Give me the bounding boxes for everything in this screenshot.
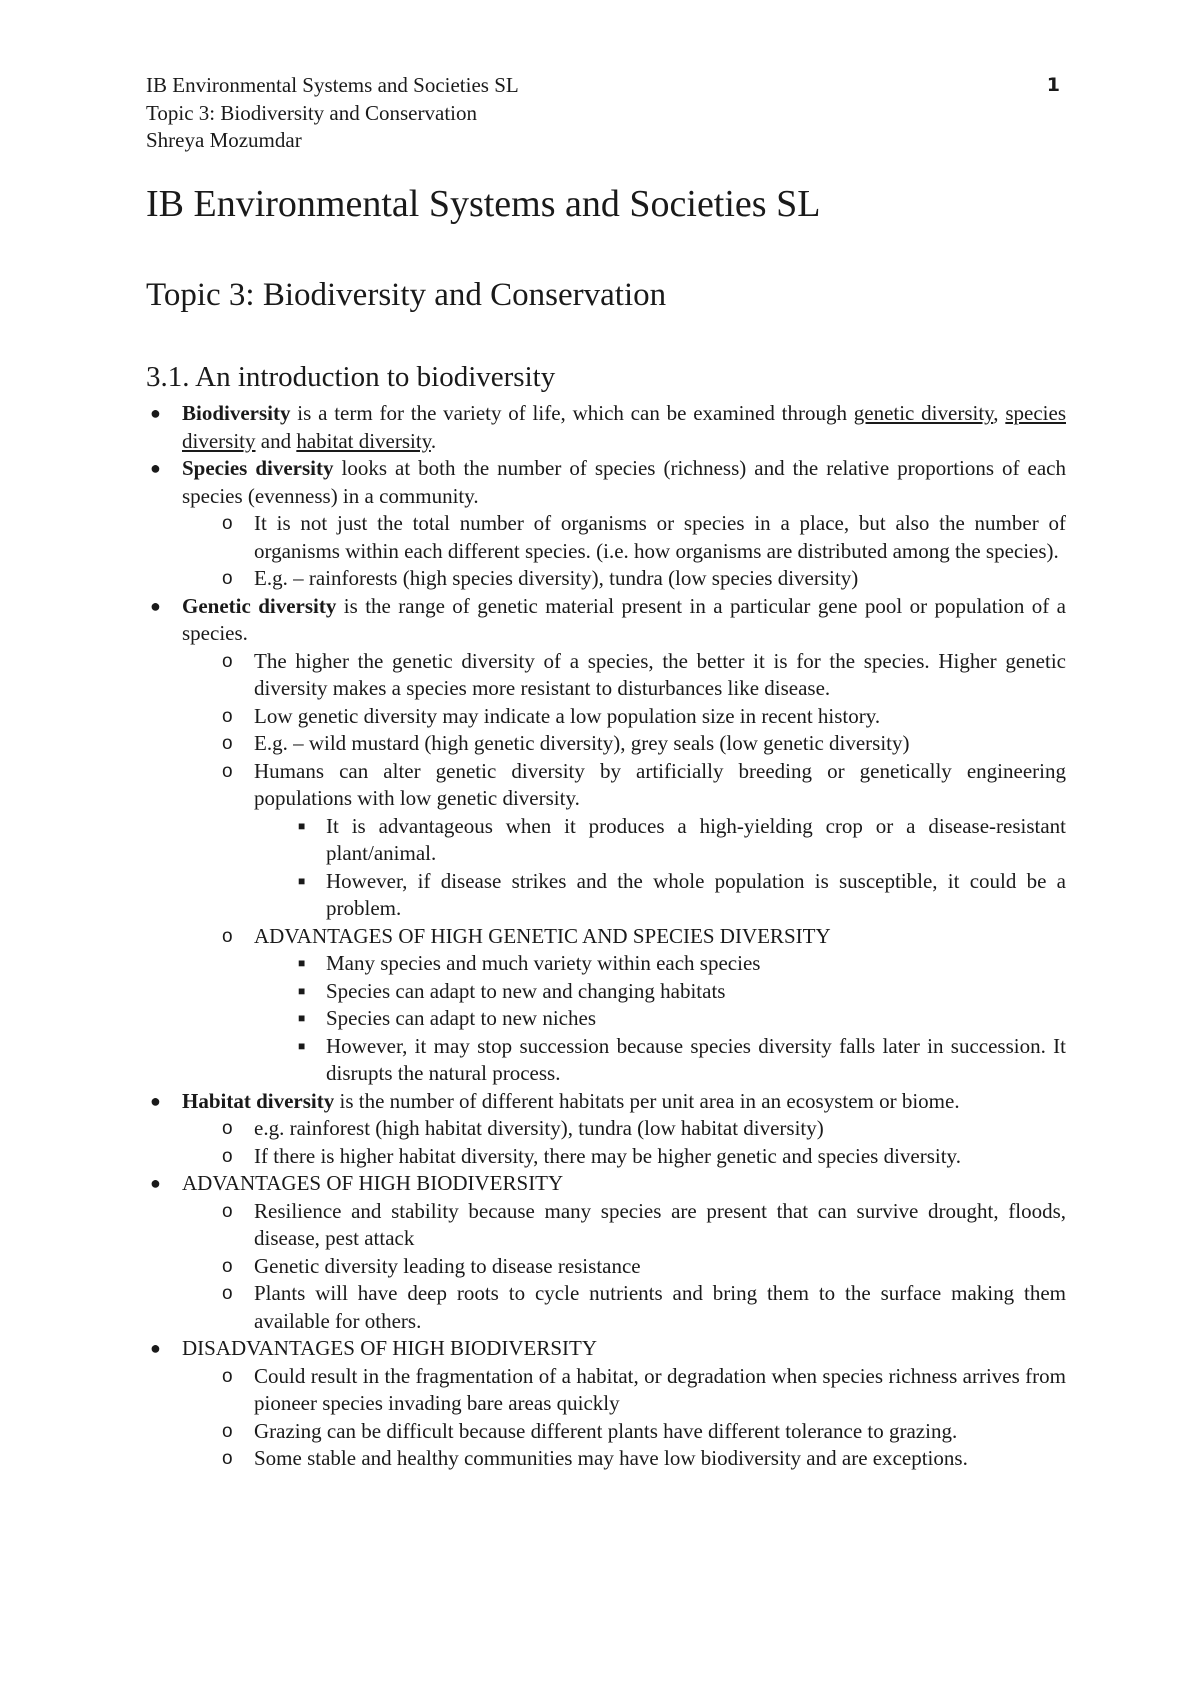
- sub-item: [218, 1143, 1066, 1171]
- header-author: Shreya Mozumdar: [146, 128, 302, 152]
- sub-marker: o: [222, 1145, 233, 1167]
- disadvantages-heading: DISADVANTAGES OF HIGH BIODIVERSITY: [182, 1336, 598, 1360]
- sub-item: [218, 565, 1066, 593]
- sub-item: [218, 1445, 1066, 1473]
- bullet-marker: ●: [150, 403, 161, 423]
- sub-item: [218, 730, 1066, 758]
- bullet-species-diversity: [146, 455, 1066, 593]
- sub-marker: o: [222, 1448, 233, 1469]
- sub-marker: o: [222, 760, 233, 782]
- sub-list: [218, 1198, 1066, 1336]
- square-marker: ■: [298, 983, 306, 998]
- sub-list: [218, 1363, 1066, 1473]
- page-header: [146, 72, 1066, 155]
- bullet-advantages: [146, 1170, 1066, 1335]
- sub-sub-item: [290, 1033, 1066, 1088]
- sub-item-text: The higher the genetic diversity of a species, the better it is for the species. Higher genetic diversity makes a species more resistant to disturbances like disease.: [254, 648, 1066, 700]
- bullet-end: .: [430, 428, 437, 453]
- sub-item: [218, 703, 1066, 731]
- sub-sub-list: [290, 950, 1066, 1088]
- term-species-diversity: Species diversity: [182, 456, 334, 480]
- bullet-marker: ●: [150, 1090, 161, 1111]
- habitat-diversity-text: habitat diversity: [296, 428, 431, 453]
- sub-marker: o: [222, 1200, 233, 1222]
- sub-item-text: ADVANTAGES OF HIGH GENETIC AND SPECIES DIVERSITY: [254, 923, 831, 948]
- sub-sub-item: [290, 868, 1066, 923]
- section-heading: 3.1. An introduction to biodiversity: [146, 361, 556, 393]
- sub-marker: o: [222, 513, 233, 534]
- notes-content: [146, 400, 1066, 1473]
- sub-item-text: Plants will have deep roots to cycle nutrients and bring them to the surface making them available for others.: [254, 1281, 1066, 1333]
- square-marker: ■: [298, 956, 306, 970]
- bullet-biodiversity: [146, 400, 1066, 455]
- sub-item-text: Some stable and healthy communities may have low biodiversity and are exceptions.: [254, 1446, 968, 1470]
- separator-text: and: [255, 428, 297, 453]
- sub-item: [218, 1418, 1066, 1446]
- sub-item-text: e.g. rainforest (high habitat diversity), tundra (low habitat diversity): [254, 1116, 824, 1140]
- sub-item: [218, 923, 1066, 1088]
- sub-marker: o: [222, 1283, 233, 1304]
- square-marker: ■: [298, 873, 306, 888]
- sub-sub-item: [290, 813, 1066, 868]
- sub-marker: o: [222, 1420, 233, 1442]
- bullet-text: is a term for the variety of life, which can be examined through: [290, 401, 854, 425]
- sub-item: [218, 1280, 1066, 1335]
- sub-list: [218, 510, 1066, 593]
- sub-sub-item-text: Species can adapt to new and changing habitats: [326, 978, 726, 1003]
- sub-marker: o: [222, 733, 233, 754]
- bullet-disadvantages: [146, 1335, 1066, 1473]
- sub-sub-item-text: Species can adapt to new niches: [326, 1006, 596, 1030]
- sub-item-text: Low genetic diversity may indicate a low population size in recent history.: [254, 703, 881, 728]
- sub-sub-item-text: However, it may stop succession because species diversity falls later in succession. It disrupts the natural process.: [326, 1033, 1066, 1085]
- term-habitat-diversity: Habitat diversity: [182, 1088, 335, 1113]
- document-title: IB Environmental Systems and Societies SL: [146, 183, 821, 225]
- header-course: IB Environmental Systems and Societies SL: [146, 73, 519, 97]
- square-marker: ■: [298, 1011, 306, 1025]
- bullet-marker: ●: [150, 1173, 161, 1193]
- page-number: 1: [1046, 74, 1060, 96]
- genetic-diversity-text: genetic diversity: [853, 401, 994, 425]
- bullet-text: is the range of genetic material present in a particular gene pool or population of a species.: [182, 593, 1066, 645]
- sub-item-text: Humans can alter genetic diversity by artificially breeding or genetically engineering populations with low genetic diversity.: [254, 758, 1066, 810]
- term-genetic-diversity: Genetic diversity: [182, 593, 337, 618]
- sub-item-text: Grazing can be difficult because different plants have different tolerance to grazing.: [254, 1418, 958, 1443]
- separator-text: ,: [993, 401, 1006, 425]
- sub-sub-item: [290, 950, 1066, 978]
- sub-item-text: It is not just the total number of organisms or species in a place, but also the number of organisms within each different species. (i.e. how organisms are distributed among the species).: [254, 511, 1066, 563]
- sub-item: [218, 1198, 1066, 1253]
- sub-sub-item-text: Many species and much variety within each species: [326, 951, 761, 975]
- term-biodiversity: Biodiversity: [182, 401, 291, 425]
- bullet-marker: ●: [150, 458, 161, 478]
- sub-sub-list: [290, 813, 1066, 923]
- sub-sub-item-text: It is advantageous when it produces a high-yielding crop or a disease-resistant plant/animal.: [326, 813, 1066, 865]
- sub-marker: o: [222, 1118, 233, 1139]
- sub-item-text: If there is higher habitat diversity, there may be higher genetic and species diversity.: [254, 1143, 961, 1168]
- sub-item-text: Could result in the fragmentation of a habitat, or degradation when species richness arrives from pioneer species invading bare areas quickly: [254, 1363, 1066, 1415]
- sub-marker: o: [222, 1255, 233, 1277]
- species-diversity-text: species diversity: [182, 401, 1066, 453]
- sub-marker: o: [222, 925, 233, 947]
- bullet-list: [146, 400, 1066, 1473]
- sub-item: [218, 648, 1066, 703]
- sub-marker: o: [222, 1365, 233, 1387]
- sub-item: [218, 1115, 1066, 1143]
- sub-item-text: Resilience and stability because many species are present that can survive drought, floods, disease, pest attack: [254, 1198, 1066, 1250]
- bullet-habitat-diversity: [146, 1088, 1066, 1171]
- sub-item-text: E.g. – rainforests (high species diversity), tundra (low species diversity): [254, 566, 859, 590]
- sub-sub-item-text: However, if disease strikes and the whole population is susceptible, it could be a problem.: [326, 868, 1066, 920]
- sub-marker: o: [222, 650, 233, 672]
- bullet-marker: ●: [150, 595, 161, 616]
- sub-item: [218, 1363, 1066, 1418]
- sub-list: [218, 1115, 1066, 1170]
- bullet-genetic-diversity: [146, 593, 1066, 1088]
- advantages-heading: ADVANTAGES OF HIGH BIODIVERSITY: [182, 1171, 564, 1195]
- square-marker: ■: [298, 818, 306, 833]
- sub-item-text: Genetic diversity leading to disease resistance: [254, 1253, 641, 1278]
- sub-sub-item: [290, 978, 1066, 1006]
- sub-marker: o: [222, 705, 233, 727]
- sub-list: [218, 648, 1066, 1088]
- sub-sub-item: [290, 1005, 1066, 1033]
- sub-marker: o: [222, 568, 233, 589]
- bullet-marker: ●: [150, 1338, 161, 1358]
- bullet-text: looks at both the number of species (richness) and the relative proportions of each species (evenness) in a community.: [182, 456, 1066, 508]
- bullet-text: is the number of different habitats per unit area in an ecosystem or biome.: [334, 1088, 960, 1113]
- topic-heading: Topic 3: Biodiversity and Conservation: [146, 277, 667, 313]
- sub-item-text: E.g. – wild mustard (high genetic diversity), grey seals (low genetic diversity): [254, 731, 910, 755]
- sub-item: [218, 510, 1066, 565]
- square-marker: ■: [298, 1038, 306, 1053]
- header-topic: Topic 3: Biodiversity and Conservation: [146, 100, 477, 125]
- sub-item: [218, 1253, 1066, 1281]
- sub-item: [218, 758, 1066, 923]
